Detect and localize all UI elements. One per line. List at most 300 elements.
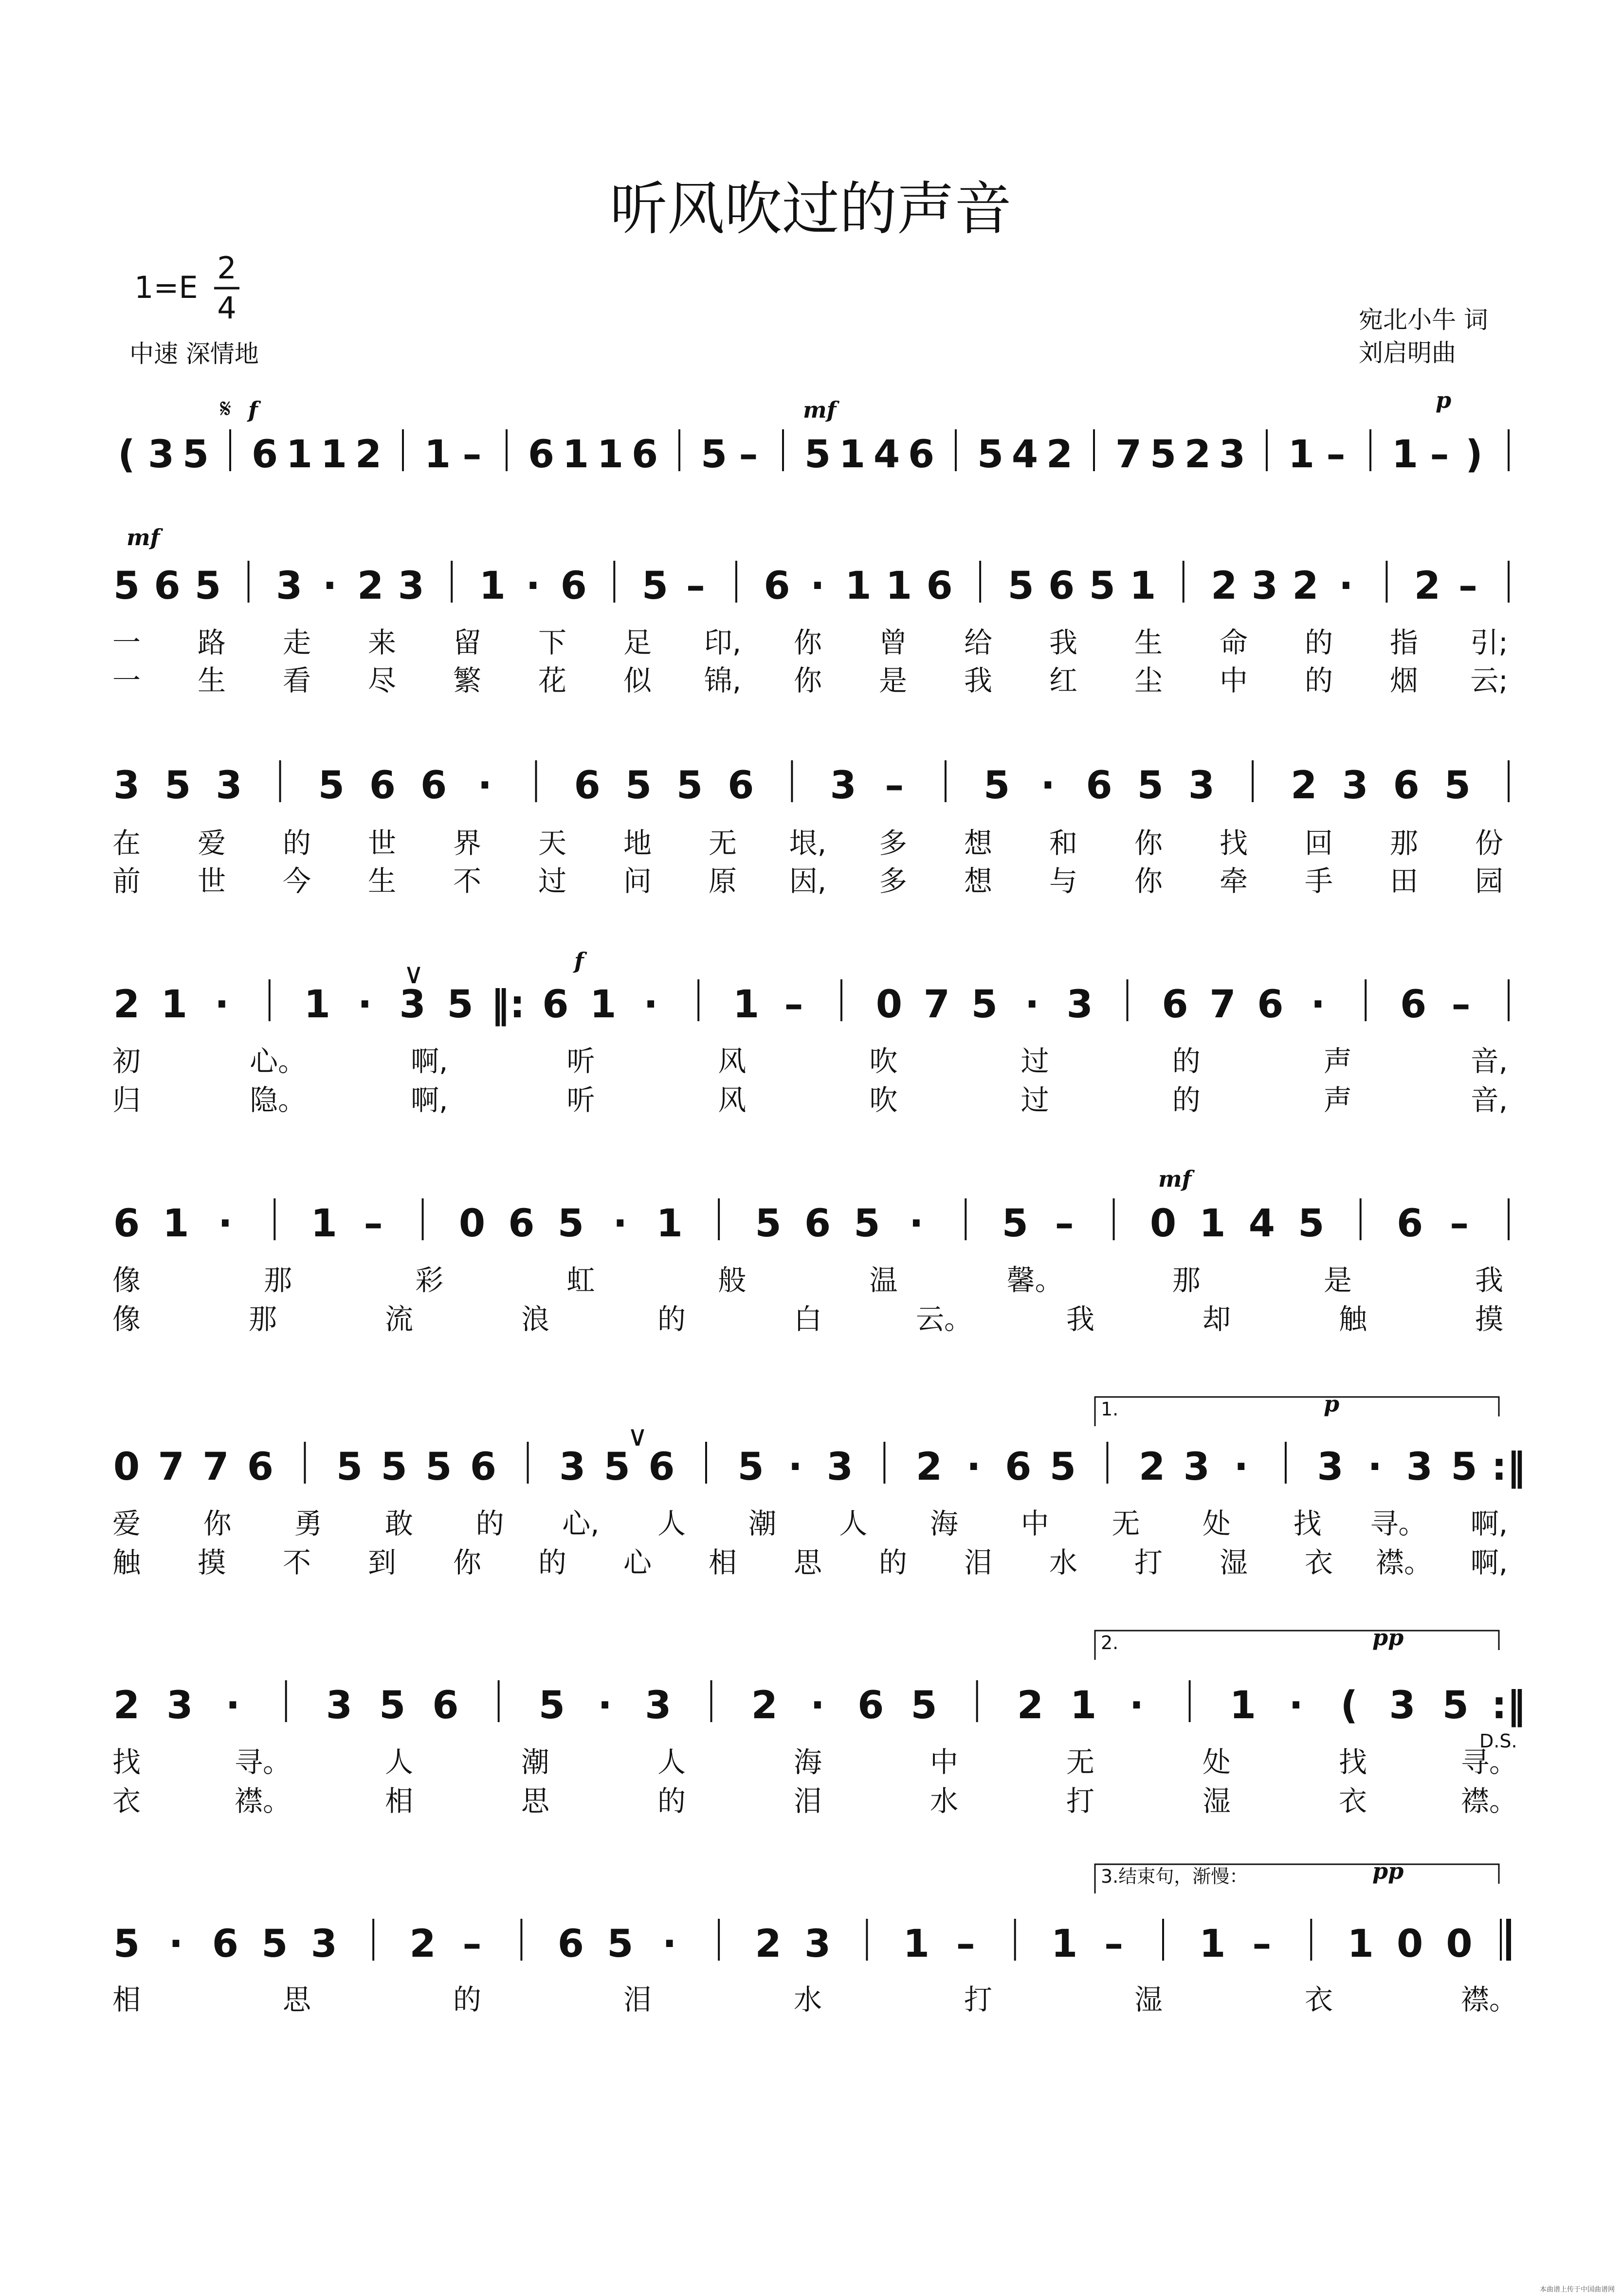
note: · bbox=[909, 1202, 924, 1246]
note: · bbox=[810, 564, 825, 608]
dynamic-marking: pp bbox=[1372, 1624, 1404, 1651]
lyric-syllable: 中 bbox=[1219, 664, 1248, 697]
lyric-syllable: 湿 bbox=[1219, 1546, 1248, 1579]
lyric-syllable: 你 bbox=[203, 1507, 232, 1540]
note: 3 bbox=[559, 1445, 586, 1489]
lyric-syllable: 的 bbox=[538, 1546, 567, 1579]
lyric-syllable: 想 bbox=[964, 827, 993, 860]
note: 4 bbox=[1248, 1202, 1275, 1246]
lyric-syllable: 世 bbox=[197, 864, 226, 898]
lyric-syllable: 走 bbox=[282, 626, 311, 659]
lyric-syllable: 打 bbox=[1066, 1784, 1095, 1818]
note: – bbox=[1451, 983, 1471, 1027]
score-line-intro bbox=[118, 387, 1509, 477]
lyric-syllable: 你 bbox=[793, 664, 822, 697]
time-signature-bottom: 4 bbox=[217, 290, 237, 326]
note: 5 bbox=[755, 1202, 782, 1246]
note: 6 bbox=[560, 564, 587, 608]
lyric-syllable: 前 bbox=[112, 864, 141, 898]
lyric-syllable: 下 bbox=[538, 626, 567, 659]
note: 3 bbox=[147, 433, 175, 477]
note: 7 bbox=[923, 983, 950, 1027]
lyric-syllable: 过 bbox=[1021, 1045, 1049, 1078]
note: 2 bbox=[357, 564, 384, 608]
note: 1 bbox=[732, 983, 760, 1027]
lyric-syllable: 来 bbox=[367, 626, 397, 659]
note: 1 bbox=[479, 564, 506, 608]
lyric-syllable: 像 bbox=[112, 1264, 141, 1297]
dynamic-marking: f bbox=[574, 948, 584, 974]
note: · bbox=[1129, 1684, 1144, 1727]
lyric-syllable: 那 bbox=[248, 1303, 277, 1336]
note: 2 bbox=[1292, 564, 1319, 608]
lyric-syllable: 敢 bbox=[384, 1507, 414, 1540]
note: 2 bbox=[1414, 564, 1441, 608]
lyric-syllable: 触 bbox=[1338, 1303, 1367, 1336]
lyric-syllable: 音, bbox=[1470, 1045, 1508, 1078]
lyric-syllable: 海 bbox=[793, 1745, 822, 1779]
lyric-syllable: 留 bbox=[453, 626, 482, 659]
lyric-syllable: 无 bbox=[1112, 1507, 1140, 1540]
score-line-ending2 bbox=[112, 1624, 1526, 1818]
note: 7 bbox=[1115, 433, 1142, 477]
lyric-syllable: 无 bbox=[1066, 1745, 1095, 1779]
lyric-syllable: 尘 bbox=[1134, 664, 1163, 697]
lyric-syllable: 水 bbox=[1049, 1546, 1078, 1579]
lyric-syllable: 相 bbox=[112, 1983, 141, 2016]
note: 5 bbox=[607, 1922, 634, 1966]
note: 6 bbox=[1397, 1202, 1423, 1246]
note: 2 bbox=[755, 1922, 782, 1966]
note: 5 bbox=[676, 764, 703, 808]
lyric-syllable: 地 bbox=[623, 827, 652, 860]
score-line-verse2 bbox=[112, 760, 1509, 898]
lyricist-credit: 宛北小牛 词 bbox=[1359, 306, 1488, 334]
note: 6 bbox=[470, 1445, 497, 1489]
note: 6 bbox=[648, 1445, 675, 1489]
note: 6 bbox=[1048, 564, 1075, 608]
lyric-syllable: 似 bbox=[623, 664, 652, 697]
note: 5 bbox=[164, 764, 191, 808]
lyric-syllable: 生 bbox=[367, 864, 397, 898]
lyric-syllable: 寻。 bbox=[1370, 1507, 1427, 1540]
lyric-syllable: 啊, bbox=[1470, 1507, 1508, 1540]
lyric-syllable: 听 bbox=[566, 1045, 595, 1078]
note: · bbox=[526, 564, 541, 608]
lyric-syllable: 潮 bbox=[521, 1745, 550, 1779]
note: 5 bbox=[854, 1202, 880, 1246]
lyric-syllable: 过 bbox=[538, 864, 567, 898]
note: 3 bbox=[1251, 564, 1278, 608]
lyric-syllable: 襟。 bbox=[234, 1784, 292, 1818]
note: · bbox=[1311, 983, 1326, 1027]
lyric-syllable: 多 bbox=[878, 827, 908, 860]
note: 6 bbox=[764, 564, 790, 608]
note: 6 bbox=[631, 433, 658, 477]
note: ( bbox=[1340, 1684, 1358, 1727]
lyric-syllable: 水 bbox=[793, 1983, 822, 2016]
note: 6 bbox=[1162, 983, 1188, 1027]
note: 5 bbox=[113, 1922, 140, 1966]
note: 5 bbox=[1089, 564, 1115, 608]
note: 2 bbox=[409, 1922, 436, 1966]
note: 5 bbox=[1298, 1202, 1325, 1246]
key-signature: 1=E bbox=[134, 270, 198, 305]
note: 5 bbox=[804, 433, 831, 477]
note: 1 bbox=[161, 983, 188, 1027]
note: 2 bbox=[355, 433, 382, 477]
lyric-syllable: 初 bbox=[112, 1045, 141, 1078]
lyric-syllable: 摸 bbox=[1475, 1303, 1504, 1336]
lyric-syllable: 世 bbox=[367, 827, 397, 860]
volta-label: 3.结束句，渐慢： bbox=[1101, 1866, 1248, 1887]
note: 3 bbox=[826, 1445, 853, 1489]
note: 6 bbox=[432, 1684, 459, 1727]
lyric-syllable: 今 bbox=[282, 864, 311, 898]
dynamic-marking: mf bbox=[127, 524, 160, 551]
note: 1 bbox=[1229, 1684, 1256, 1727]
lyric-syllable: 花 bbox=[538, 664, 567, 697]
note: 6 bbox=[1393, 764, 1420, 808]
note: · bbox=[1339, 564, 1353, 608]
lyric-syllable: 的 bbox=[475, 1507, 504, 1540]
volta-label: 2. bbox=[1101, 1632, 1119, 1653]
lyric-syllable: 啊, bbox=[411, 1045, 448, 1078]
note: 6 bbox=[247, 1445, 273, 1489]
note: :‖ bbox=[1491, 1684, 1526, 1727]
note: · bbox=[1234, 1445, 1249, 1489]
note: 3 bbox=[1219, 433, 1246, 477]
note: ) bbox=[1465, 433, 1483, 477]
lyric-syllable: 尽 bbox=[367, 664, 397, 697]
note: 3 bbox=[398, 564, 424, 608]
note: · bbox=[788, 1445, 803, 1489]
lyric-syllable: 看 bbox=[282, 664, 311, 697]
note: · bbox=[1367, 1445, 1382, 1489]
lyric-syllable: 泪 bbox=[623, 1983, 652, 2016]
note: – bbox=[462, 1922, 482, 1966]
note: 2 bbox=[915, 1445, 943, 1489]
note: 3 bbox=[1342, 764, 1368, 808]
note: 5 bbox=[447, 983, 474, 1027]
lyric-syllable: 彩 bbox=[415, 1264, 444, 1297]
time-signature-top: 2 bbox=[217, 250, 237, 286]
note: 2 bbox=[113, 983, 140, 1027]
note: 1 bbox=[286, 433, 313, 477]
note: :‖ bbox=[1491, 1445, 1526, 1489]
lyric-syllable: 是 bbox=[878, 664, 908, 697]
note: 1 bbox=[1288, 433, 1315, 477]
lyric-syllable: 的 bbox=[1172, 1045, 1201, 1078]
note: – bbox=[1326, 433, 1346, 477]
note: 1 bbox=[1347, 1922, 1374, 1966]
lyric-syllable: 水 bbox=[929, 1784, 959, 1818]
lyric-syllable: 人 bbox=[657, 1745, 686, 1779]
note: 3 bbox=[326, 1684, 353, 1727]
lyric-syllable: 指 bbox=[1389, 626, 1419, 659]
note: – bbox=[739, 433, 758, 477]
note: 1 bbox=[838, 433, 866, 477]
lyric-syllable: 打 bbox=[964, 1983, 993, 2016]
lyric-syllable: 那 bbox=[264, 1264, 292, 1297]
dynamic-marking: p bbox=[1436, 387, 1452, 413]
note: 6 bbox=[857, 1684, 884, 1727]
lyric-syllable: 声 bbox=[1323, 1084, 1352, 1117]
lyric-syllable: 襟。 bbox=[1460, 1784, 1518, 1818]
lyric-syllable: 过 bbox=[1021, 1084, 1049, 1117]
lyric-syllable: 的 bbox=[1172, 1084, 1201, 1117]
score-line-verse1 bbox=[112, 524, 1509, 697]
note: 3 bbox=[1389, 1684, 1416, 1727]
note: 3 bbox=[804, 1922, 831, 1966]
footer-credit: 本曲谱上传于中国曲谱网 bbox=[1540, 2286, 1615, 2294]
lyric-syllable: 的 bbox=[1304, 664, 1333, 697]
lyric-syllable: 中 bbox=[929, 1745, 959, 1779]
lyric-syllable: 路 bbox=[197, 626, 226, 659]
lyric-syllable: 归 bbox=[112, 1084, 141, 1117]
lyric-syllable: 牵 bbox=[1219, 864, 1248, 898]
note: 3 bbox=[310, 1922, 337, 1966]
lyric-syllable: 流 bbox=[384, 1303, 414, 1336]
note: · bbox=[218, 1202, 233, 1246]
note: · bbox=[662, 1922, 677, 1966]
note: 3 bbox=[1406, 1445, 1433, 1489]
lyric-syllable: 人 bbox=[657, 1507, 686, 1540]
note: 5 bbox=[971, 983, 998, 1027]
note: 1 bbox=[1199, 1202, 1226, 1246]
dynamic-marking: mf bbox=[1158, 1166, 1192, 1192]
lyric-syllable: 引; bbox=[1470, 626, 1508, 659]
note: 6 bbox=[1257, 983, 1284, 1027]
note: 0 bbox=[1446, 1922, 1473, 1966]
lyric-syllable: 湿 bbox=[1134, 1983, 1163, 2016]
note: 0 bbox=[875, 983, 903, 1027]
note: · bbox=[168, 1922, 183, 1966]
lyric-syllable: 触 bbox=[112, 1546, 141, 1579]
note: 5 bbox=[1002, 1202, 1028, 1246]
lyric-syllable: 相 bbox=[708, 1546, 737, 1579]
lyric-syllable: 想 bbox=[964, 864, 993, 898]
lyric-syllable: 风 bbox=[718, 1045, 747, 1078]
lyric-syllable: 的 bbox=[657, 1303, 686, 1336]
lyric-syllable: 繁 bbox=[453, 664, 482, 697]
lyric-syllable: 衣 bbox=[112, 1784, 141, 1818]
lyric-syllable: 锦, bbox=[704, 664, 742, 697]
note: 5 bbox=[1444, 764, 1471, 808]
volta-bracket bbox=[1095, 1397, 1499, 1426]
lyric-syllable: 浪 bbox=[521, 1303, 550, 1336]
note: – bbox=[885, 764, 904, 808]
note: ( bbox=[118, 433, 135, 477]
lyric-syllable: 问 bbox=[623, 864, 652, 898]
note: 2 bbox=[1138, 1445, 1166, 1489]
lyric-syllable: 是 bbox=[1323, 1264, 1352, 1297]
volta-label: 1. bbox=[1101, 1398, 1119, 1420]
note: 0 bbox=[1397, 1922, 1423, 1966]
lyric-syllable: 那 bbox=[1172, 1264, 1201, 1297]
note: · bbox=[357, 983, 372, 1027]
note: 5 bbox=[1007, 564, 1034, 608]
note: 6 bbox=[926, 564, 953, 608]
note: 5 bbox=[737, 1445, 764, 1489]
note: · bbox=[598, 1684, 612, 1727]
lyric-syllable: 虹 bbox=[566, 1264, 595, 1297]
lyric-syllable: 园 bbox=[1475, 864, 1504, 898]
note: 5 bbox=[557, 1202, 584, 1246]
note: 1 bbox=[845, 564, 872, 608]
lyric-syllable: 的 bbox=[453, 1983, 482, 2016]
note: 1 bbox=[310, 1202, 337, 1246]
lyric-syllable: 找 bbox=[1219, 827, 1248, 860]
lyric-syllable: 衣 bbox=[1338, 1784, 1367, 1818]
score-line-chorus3 bbox=[112, 1391, 1526, 1579]
note: 3 bbox=[1317, 1445, 1344, 1489]
lyric-syllable: 般 bbox=[718, 1264, 747, 1297]
note: 6 bbox=[542, 983, 569, 1027]
lyric-syllable: 思 bbox=[793, 1546, 822, 1579]
lyric-syllable: 一 bbox=[112, 664, 141, 697]
note: · bbox=[322, 564, 337, 608]
lyric-syllable: 海 bbox=[929, 1507, 959, 1540]
note: 1 bbox=[1070, 1684, 1097, 1727]
lyric-syllable: 原 bbox=[708, 864, 737, 898]
lyric-syllable: 找 bbox=[112, 1745, 141, 1779]
lyric-syllable: 馨。 bbox=[1006, 1264, 1063, 1297]
note: 7 bbox=[1209, 983, 1236, 1027]
note: 6 bbox=[1005, 1445, 1032, 1489]
lyric-syllable: 襟。 bbox=[1375, 1546, 1433, 1579]
lyric-syllable: 隐。 bbox=[250, 1084, 307, 1117]
note: 5 bbox=[194, 564, 221, 608]
lyric-syllable: 处 bbox=[1202, 1745, 1231, 1779]
lyric-syllable: 人 bbox=[384, 1745, 414, 1779]
note: – bbox=[364, 1202, 383, 1246]
note: 3 bbox=[166, 1684, 193, 1727]
lyric-syllable: 在 bbox=[112, 827, 141, 860]
lyric-syllable: 回 bbox=[1304, 827, 1333, 860]
note: 6 bbox=[154, 564, 181, 608]
note: 1 bbox=[1199, 1922, 1226, 1966]
lyric-syllable: 湿 bbox=[1202, 1784, 1231, 1818]
dynamic-marking: pp bbox=[1372, 1858, 1404, 1884]
lyric-syllable: 爱 bbox=[197, 827, 226, 860]
lyric-syllable: 烟 bbox=[1389, 664, 1419, 697]
note: 2 bbox=[751, 1684, 778, 1727]
note: 2 bbox=[1291, 764, 1317, 808]
song-title: 听风吹过的声音 bbox=[609, 175, 1012, 242]
note: · bbox=[613, 1202, 628, 1246]
lyric-syllable: 生 bbox=[1134, 626, 1163, 659]
lyric-syllable: 你 bbox=[1134, 827, 1163, 860]
note: 0 bbox=[113, 1445, 140, 1489]
lyric-syllable: 到 bbox=[367, 1546, 397, 1579]
lyric-syllable: 处 bbox=[1202, 1507, 1231, 1540]
lyric-syllable: 心。 bbox=[250, 1045, 307, 1078]
note: – bbox=[462, 433, 482, 477]
note: · bbox=[966, 1445, 981, 1489]
note: 6 bbox=[212, 1922, 238, 1966]
lyric-syllable: 你 bbox=[453, 1546, 482, 1579]
score-line-chorus1 bbox=[112, 948, 1509, 1117]
note: 2 bbox=[1017, 1684, 1044, 1727]
lyric-syllable: 我 bbox=[964, 664, 993, 697]
note: 1 bbox=[320, 433, 347, 477]
dynamic-marking: mf bbox=[803, 397, 837, 423]
note: 5 bbox=[1137, 764, 1164, 808]
lyric-syllable: 的 bbox=[1304, 626, 1333, 659]
note: 6 bbox=[1400, 983, 1427, 1027]
lyric-syllable: 你 bbox=[793, 626, 822, 659]
note: 6 bbox=[528, 433, 555, 477]
lyric-syllable: 天 bbox=[538, 827, 567, 860]
note: · bbox=[215, 983, 229, 1027]
lyric-syllable: 人 bbox=[839, 1507, 868, 1540]
note: 6 bbox=[557, 1922, 584, 1966]
note: ‖: bbox=[491, 983, 525, 1027]
lyric-syllable: 衣 bbox=[1304, 1546, 1333, 1579]
note: 2 bbox=[113, 1684, 140, 1727]
lyric-syllable: 啊, bbox=[1470, 1546, 1508, 1579]
breath-mark: ∨ bbox=[403, 957, 424, 990]
lyric-syllable: 音, bbox=[1470, 1084, 1508, 1117]
note: – bbox=[784, 983, 803, 1027]
lyric-syllable: 垠, bbox=[789, 827, 827, 860]
note: 1 bbox=[424, 433, 451, 477]
note: – bbox=[1104, 1922, 1124, 1966]
lyric-syllable: 却 bbox=[1202, 1303, 1231, 1336]
lyric-syllable: 中 bbox=[1021, 1507, 1049, 1540]
lyric-syllable: 泪 bbox=[793, 1784, 822, 1818]
note: 6 bbox=[113, 1202, 140, 1246]
note: · bbox=[1289, 1684, 1303, 1727]
note: · bbox=[477, 764, 492, 808]
lyric-syllable: 寻。 bbox=[1460, 1745, 1518, 1779]
note: – bbox=[1430, 433, 1449, 477]
lyric-syllable: 泪 bbox=[964, 1546, 993, 1579]
note: 5 bbox=[977, 433, 1004, 477]
lyric-syllable: 不 bbox=[282, 1546, 311, 1579]
lyric-syllable: 打 bbox=[1134, 1546, 1163, 1579]
note: 1 bbox=[656, 1202, 683, 1246]
note: 3 bbox=[275, 564, 303, 608]
dal-segno-mark: D.S. bbox=[1479, 1730, 1517, 1752]
lyric-syllable: 温 bbox=[869, 1264, 898, 1297]
note: 3 bbox=[645, 1684, 672, 1727]
lyric-syllable: 一 bbox=[112, 626, 141, 659]
lyric-syllable: 摸 bbox=[197, 1546, 226, 1579]
note: · bbox=[1040, 764, 1056, 808]
lyric-syllable: 与 bbox=[1049, 864, 1078, 898]
note: 7 bbox=[202, 1445, 229, 1489]
composer-credit: 刘启明曲 bbox=[1359, 339, 1456, 367]
lyric-syllable: 吹 bbox=[869, 1084, 898, 1117]
note: 3 bbox=[830, 764, 857, 808]
lyric-syllable: 我 bbox=[1475, 1264, 1504, 1297]
lyric-syllable: 田 bbox=[1389, 864, 1419, 898]
lyric-syllable: 寻。 bbox=[234, 1745, 292, 1779]
note: 5 bbox=[911, 1684, 937, 1727]
note: 3 bbox=[1188, 764, 1215, 808]
note: 6 bbox=[369, 764, 396, 808]
dynamic-marking: p bbox=[1324, 1391, 1340, 1417]
note: 5 bbox=[1442, 1684, 1469, 1727]
note: 1 bbox=[1391, 433, 1419, 477]
lyric-syllable: 云; bbox=[1470, 664, 1508, 697]
lyric-syllable: 啊, bbox=[411, 1084, 448, 1117]
lyric-syllable: 心, bbox=[562, 1507, 600, 1540]
lyric-syllable: 心 bbox=[623, 1546, 652, 1579]
lyric-syllable: 思 bbox=[521, 1784, 550, 1818]
